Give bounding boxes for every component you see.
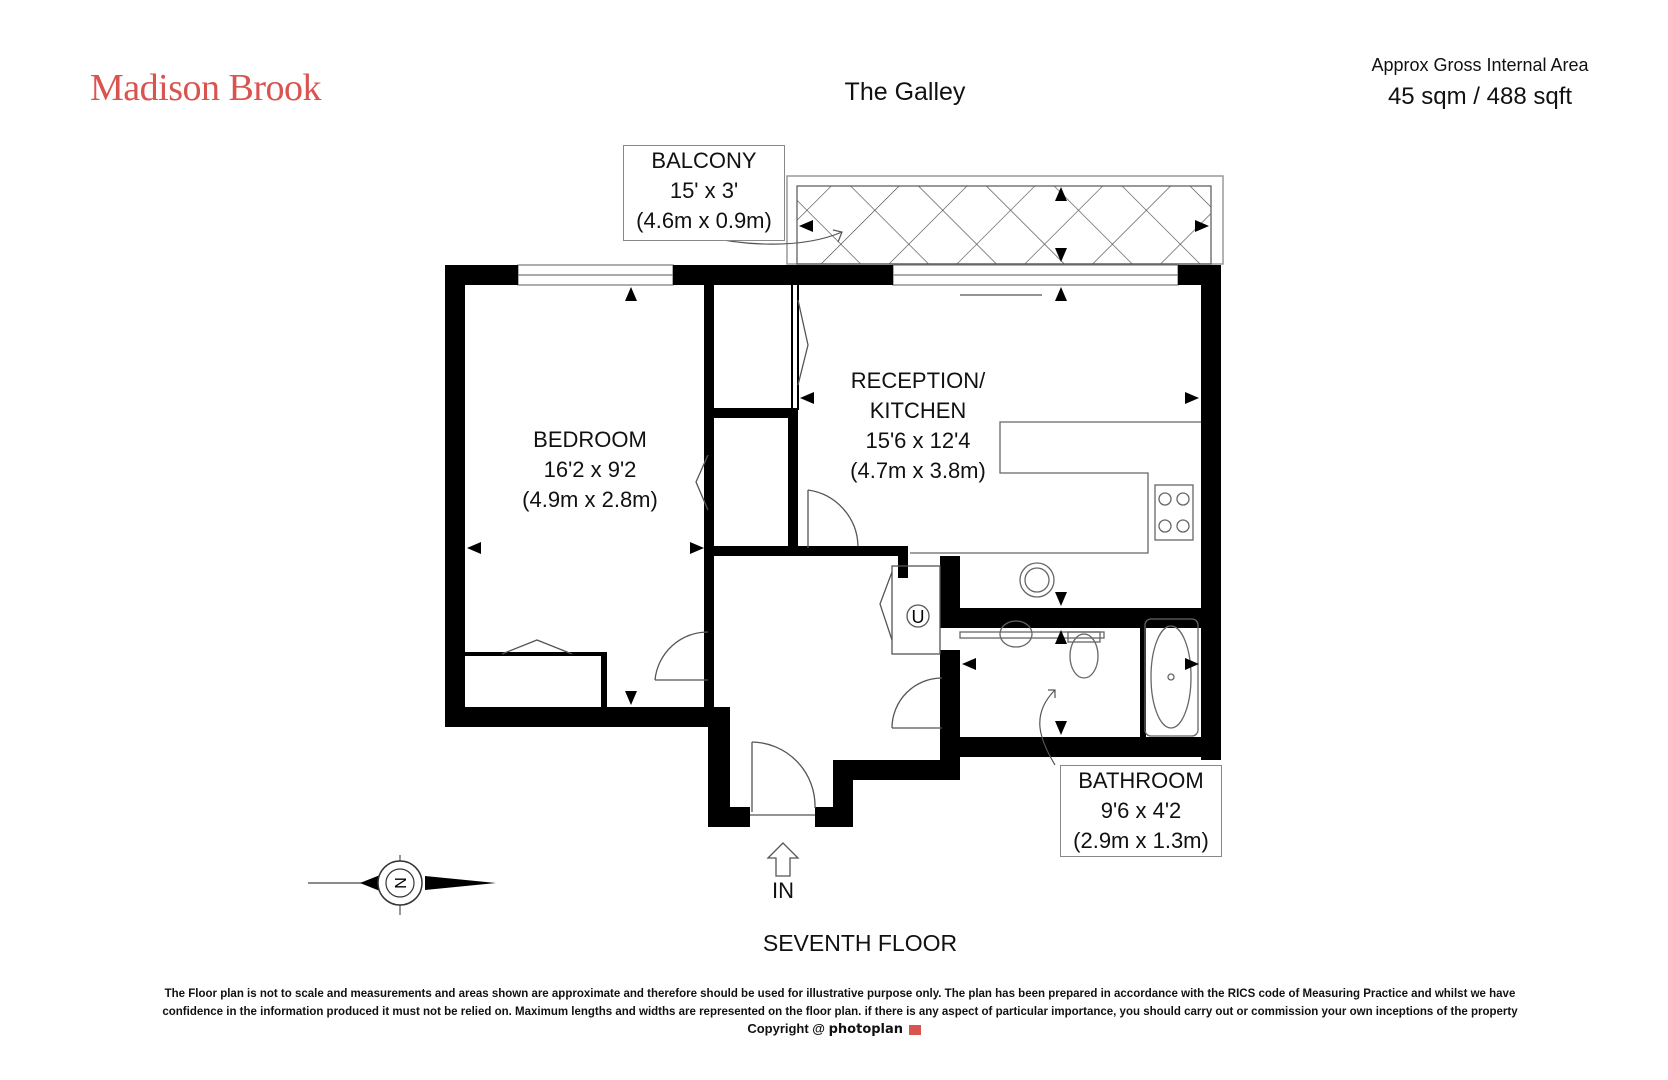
reception-name-2: KITCHEN [869, 398, 967, 423]
photoplan-icon [909, 1025, 921, 1035]
bedroom-label [500, 425, 680, 515]
bathroom-label [1060, 765, 1222, 857]
property-title: The Galley [844, 78, 966, 106]
disclaimer [70, 985, 1610, 1021]
reception-label [818, 366, 1018, 486]
reception-imperial: 15'6 x 12'4 [865, 428, 971, 453]
bedroom-name: BEDROOM [533, 427, 647, 452]
balcony-imperial: 15' x 3' [669, 178, 739, 203]
balcony-area [787, 176, 1223, 264]
leader-lines [705, 230, 1055, 765]
balcony-metric: (4.6m x 0.9m) [636, 208, 772, 233]
bathroom-imperial: 9'6 x 4'2 [1100, 798, 1182, 823]
floor-label: SEVENTH FLOOR [762, 930, 958, 956]
balcony-label [623, 145, 785, 241]
copyright [0, 1021, 1668, 1037]
bathroom-name: BATHROOM [1078, 768, 1204, 793]
area-label: Approx Gross Internal Area [1371, 55, 1589, 75]
bedroom-imperial: 16'2 x 9'2 [543, 457, 637, 482]
reception-metric: (4.7m x 3.8m) [850, 458, 986, 483]
entry-label: IN [772, 878, 794, 903]
compass-label: N [393, 877, 410, 889]
disclaimer-line-1: The Floor plan is not to scale and measurements and areas shown are approximate and therefore should be used for illustrative purpose only. The plan has been prepared in accordance with the RICS code of Measuring Practice and whilst we have [164, 988, 1516, 1000]
area-value: 45 sqm / 488 sqft [1387, 83, 1573, 110]
bathroom-fixtures [960, 619, 1198, 736]
bathroom-metric: (2.9m x 1.3m) [1073, 828, 1209, 853]
copyright-prefix: Copyright @ [747, 1021, 825, 1036]
entrance-arrow [768, 843, 798, 876]
disclaimer-line-2: confidence in the information produced it must not be relied on. Maximum lengths and widths are represented on the floor plan. if there is any aspect of particular importance, you should carry out or commission your own inceptions of the property [162, 1006, 1518, 1018]
brand-logo: Madison Brook [90, 67, 321, 109]
walls [445, 265, 1221, 827]
reception-name-1: RECEPTION/ [850, 368, 986, 393]
reception-partition [792, 285, 798, 410]
bedroom-metric: (4.9m x 2.8m) [522, 487, 658, 512]
utility-symbol: U [911, 607, 925, 627]
balcony-name: BALCONY [651, 148, 757, 173]
copyright-brand: photoplan [828, 1022, 904, 1037]
